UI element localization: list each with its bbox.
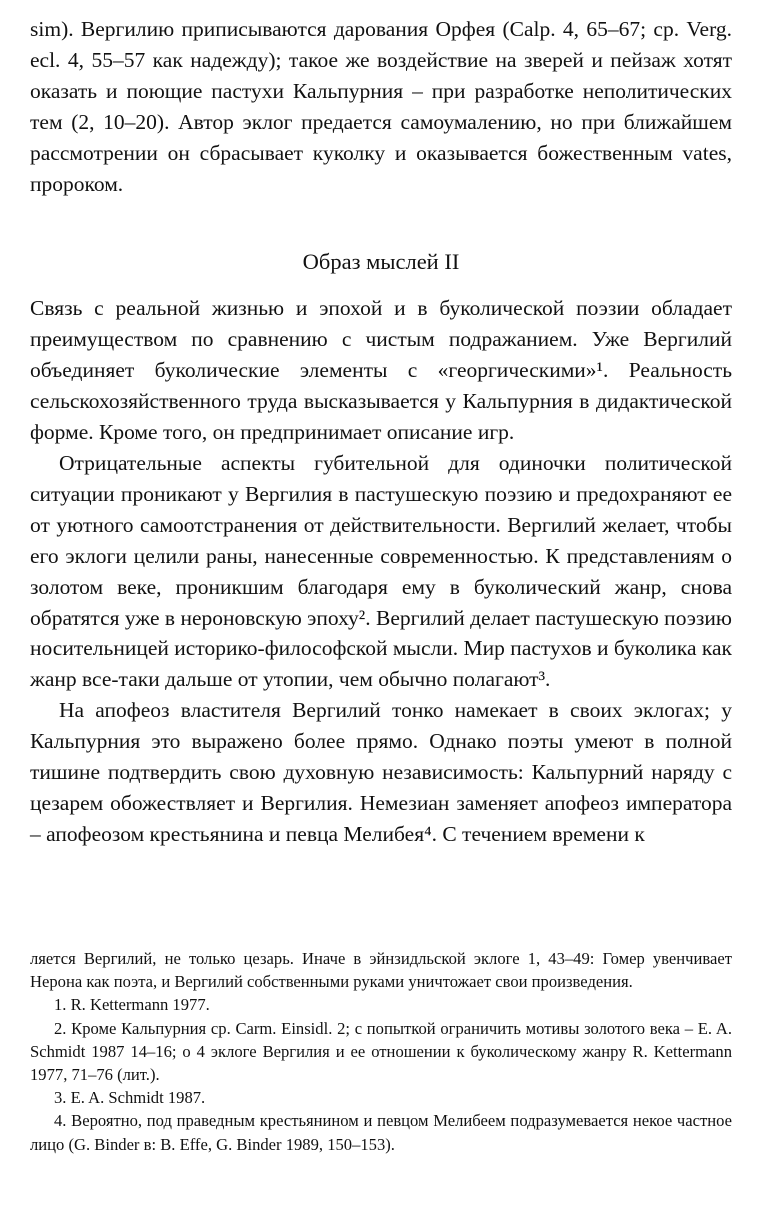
paragraph-1: sim). Вергилию приписываются дарования Орфея (Calp. 4, 65–67; ср. Verg. ecl. 4, 55–57 как надежду); такое же воздействие на зверей и пейзаж хотят оказать и поющие пастухи Кальпурния – при разработке неполитических тем (2, 10–20). Автор эклог предается самоумалению, но при ближайшем рассмотрении он сбрасывает куколку и оказывается божественным vates, пророком. <box>30 17 732 196</box>
footnote-2: 2. Кроме Кальпурния ср. Carm. Einsidl. 2; с попыткой ограничить мотивы золотого века – E. A. Schmidt 1987 14–16; о 4 эклоге Вергилия и ее отношении к буколическому жанру R. Kettermann 1977, 71–76 (лит.). <box>30 1018 732 1085</box>
section-heading: Образ мыслей II <box>302 249 460 275</box>
footnote-4: 4. Вероятно, под праведным крестьянином и певцом Мелибеем подразумевается некое частное лицо (G. Binder в: B. Effe, G. Binder 1989, 150–153). <box>30 1111 732 1154</box>
main-text <box>30 14 732 850</box>
paragraph-3: Отрицательные аспекты губительной для одиночки политической ситуации проникают у Вергилия в пастушескую поэзию и предохраняют ее от уютного самоотстранения от действительности. Вергилий желает, чтобы его эклоги целили раны, нанесенные современностью. К представлениям о золотом веке, проникшим благодаря ему в буколический жанр, снова обратятся уже в нероновскую эпоху². Вергилий делает пастушескую поэзию носительницей историко-философской мысли. Мир пастухов и буколика как жанр все-таки дальше от утопии, чем обычно полагают³. <box>30 450 732 692</box>
footnote-1: 1. R. Kettermann 1977. <box>54 995 210 1015</box>
spacer <box>30 277 732 293</box>
footnote-3: 3. E. A. Schmidt 1987. <box>54 1088 206 1108</box>
spacer <box>30 199 732 247</box>
paragraph-4: На апофеоз властителя Вергилий тонко намекает в своих эклогах; у Кальпурния это выражено более прямо. Однако поэты умеют в полной тишине подтвердить свою духовную независимость: Кальпурний наряду с цезарем обожествляет и Вергилия. Немезиан заменяет апофеоз императора – апофеозом крестьянина и певца Мелибея⁴. С течением времени к <box>30 698 732 846</box>
footnote-continuation: ляется Вергилий, не только цезарь. Иначе в эйнзидльской эклоге 1, 43–49: Гомер увенчивает Нерона как поэта, и Вергилий собственными руками уничтожает свои произведения. <box>30 949 732 992</box>
footnotes <box>30 947 732 1156</box>
paragraph-2: Связь с реальной жизнью и эпохой и в буколической поэзии обладает преимуществом по сравнению с чистым подражанием. Уже Вергилий объединяет буколические элементы с «георгическими»¹. Реальность сельскохозяйственного труда высказывается у Кальпурния в дидактической форме. Кроме того, он предпринимает описание игр. <box>30 296 732 445</box>
